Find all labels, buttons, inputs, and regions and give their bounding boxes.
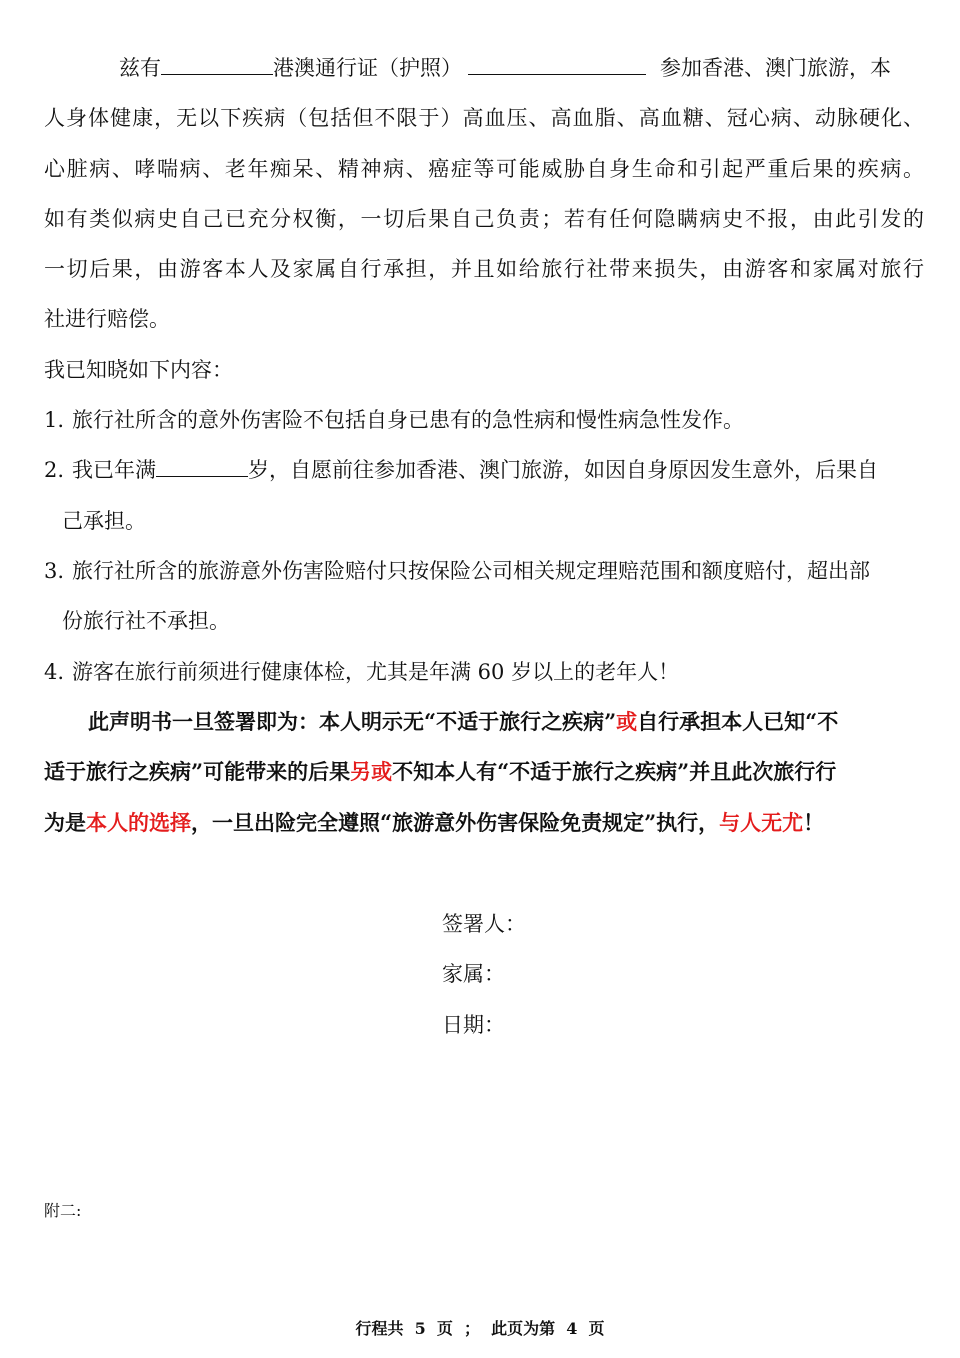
known-heading: 我已知晓如下内容：: [44, 358, 233, 382]
family-label: 家属：: [442, 962, 505, 986]
intro-line-1: [44, 50, 924, 86]
name-blank[interactable]: [161, 52, 273, 75]
statement-line-2: [44, 754, 924, 790]
item-text: 旅行社所含的意外伤害险不包括自身已患有的急性病和慢性病急性发作。: [72, 408, 744, 432]
statement-text: ！: [803, 810, 825, 835]
item-number: 4.: [44, 660, 65, 684]
statement-text: 不知本人有“不适于旅行之疾病”并且此次旅行行: [392, 759, 837, 784]
known-item-1: [44, 402, 924, 438]
statement-text: ，一旦出险完全遵照“旅游意外伤害保险免责规定”执行，: [191, 810, 720, 835]
age-blank[interactable]: [156, 454, 248, 477]
statement-line-1: [44, 704, 924, 740]
intro-line-5: 一切后果，由游客本人及家属自行承担，并且如给旅行社带来损失，由游客和家属对旅行: [44, 257, 924, 281]
statement-text: 此声明书一旦签署即为：本人明示无“不适于旅行之疾病”: [88, 709, 617, 734]
page-footer: 行程共 5 页 ； 此页为第 4 页: [355, 1319, 605, 1338]
known-item-2-cont: 己承担。: [62, 509, 146, 533]
intro-line-4: 如有类似病史自己已充分权衡，一切后果自己负责；若有任何隐瞒病史不报，由此引发的: [44, 207, 924, 231]
statement-highlight: 或: [616, 709, 638, 734]
passport-number-blank[interactable]: [468, 52, 646, 75]
item-text: 岁，自愿前往参加香港、澳门旅游，如因自身原因发生意外，后果自: [248, 458, 878, 482]
known-item-2: [44, 452, 924, 488]
appendix-label: 附二:: [44, 1201, 82, 1220]
statement-highlight: 本人的选择: [86, 810, 191, 835]
statement-text: 自行承担本人已知“不: [637, 709, 839, 734]
intro-prefix: 兹有: [119, 56, 161, 80]
known-item-3-cont: 份旅行社不承担。: [62, 609, 230, 633]
statement-text: 为是: [44, 810, 86, 835]
statement-highlight: 与人无尤: [719, 810, 804, 835]
statement-highlight: 另或: [350, 759, 393, 784]
intro-line-3: 心脏病、哮喘病、老年痴呆、精神病、癌症等可能威胁自身生命和引起严重后果的疾病。: [44, 157, 924, 181]
intro-suffix: 参加香港、澳门旅游，本: [660, 56, 891, 80]
intro-line-2: 人身体健康，无以下疾病（包括但不限于）高血压、高血脂、高血糖、冠心病、动脉硬化、: [44, 106, 924, 130]
item-text: 游客在旅行前须进行健康体检，尤其是年满 60 岁以上的老年人！: [72, 660, 680, 684]
intro-mid: 港澳通行证（护照）: [273, 56, 462, 80]
known-item-3: [44, 553, 924, 589]
item-text: 我已年满: [72, 458, 156, 482]
item-text: 旅行社所含的旅游意外伤害险赔付只按保险公司相关规定理赔范围和额度赔付，超出部: [72, 559, 870, 583]
known-item-4: [44, 654, 924, 690]
item-number: 2.: [44, 458, 65, 482]
statement-text: 适于旅行之疾病”可能带来的后果: [44, 759, 351, 784]
item-number: 3.: [44, 559, 65, 583]
intro-line-6: 社进行赔偿。: [44, 307, 170, 331]
statement-line-3: [44, 805, 924, 841]
date-label: 日期：: [442, 1013, 505, 1037]
signer-label: 签署人：: [442, 912, 526, 936]
item-number: 1.: [44, 408, 65, 432]
